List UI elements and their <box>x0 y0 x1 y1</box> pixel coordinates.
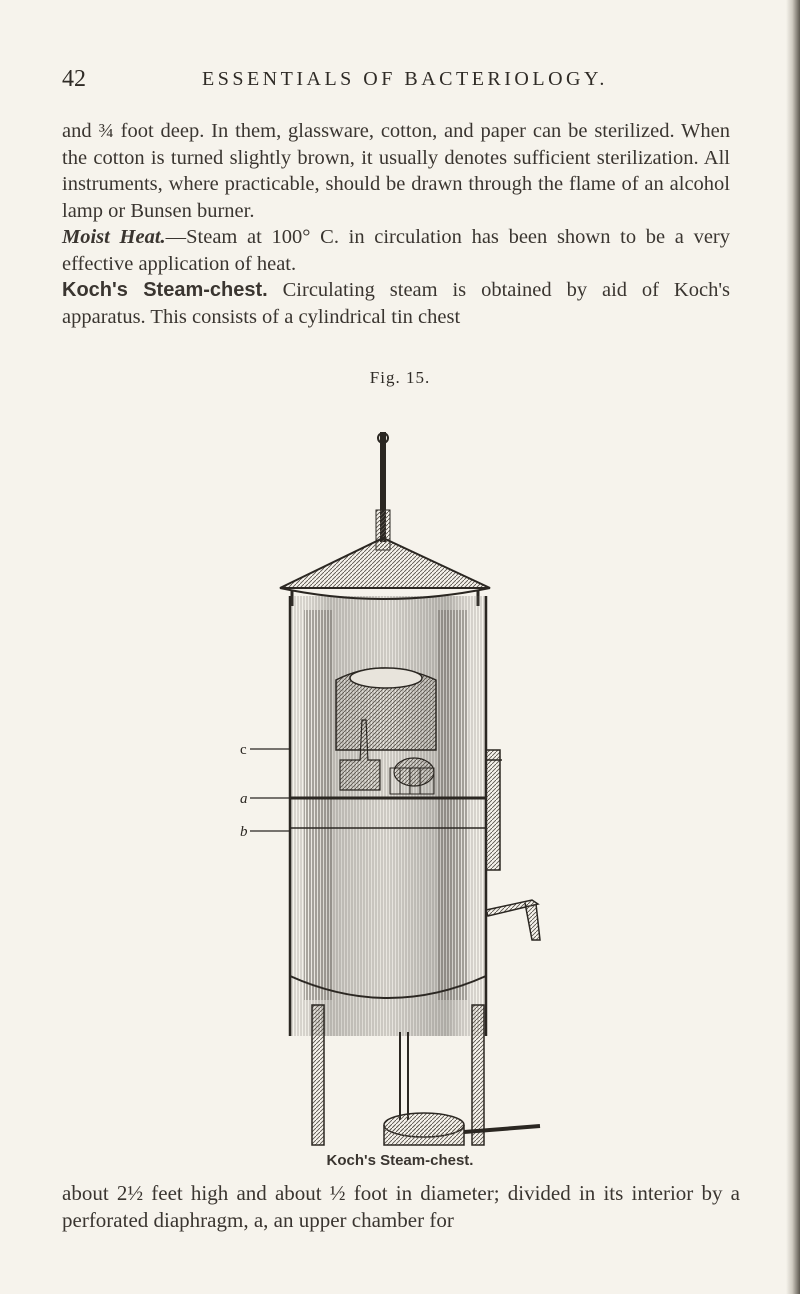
moist-heat-heading: Moist Heat. <box>62 226 166 248</box>
continuation-paragraph: about 2½ feet high and about ½ foot in diameter; divided in its interior by a perforated diaphragm, a, an upper chamber for <box>62 1181 740 1232</box>
page-edge-shadow <box>786 0 800 1294</box>
label-b: b <box>240 824 248 840</box>
koch-steam-chest-text: Circulating steam is obtained by aid of Koch's apparatus. This consists of a cylindrical tin chest <box>62 279 730 328</box>
label-c: c <box>240 742 247 758</box>
main-text <box>62 118 730 330</box>
water-gauge <box>486 750 502 870</box>
moist-heat-text: —Steam at 100° C. in circulation has been shown to be a very effective application of heat. <box>62 226 730 275</box>
steam-chest-illustration <box>240 420 570 1150</box>
cylinder-body <box>290 596 486 1036</box>
label-a: a <box>240 791 248 807</box>
paragraph-3 <box>62 277 730 330</box>
page-number: 42 <box>62 66 86 92</box>
steam-chest-figure <box>240 420 570 1150</box>
paragraph-1: and ¾ foot deep. In them, glassware, cotton, and paper can be sterilized. When the cotton is turned slightly brown, it usually denotes sufficient sterilization. All instruments, where practicable, should be drawn through the flame of an alcohol lamp or Bunsen burner. <box>62 120 730 222</box>
running-head: ESSENTIALS OF BACTERIOLOGY. <box>202 68 608 90</box>
drain-tap <box>486 900 540 940</box>
figure-letter-labels <box>240 742 290 840</box>
bunsen-burner <box>384 1113 540 1145</box>
koch-steam-chest-heading: Koch's Steam-chest. <box>62 279 268 301</box>
paragraph-2 <box>62 224 730 277</box>
thermometer <box>376 432 390 550</box>
conical-lid <box>280 538 490 606</box>
figure-label: Fig. 15. <box>369 368 431 387</box>
page-header <box>62 66 722 96</box>
figure-caption: Koch's Steam-chest. <box>326 1152 474 1169</box>
